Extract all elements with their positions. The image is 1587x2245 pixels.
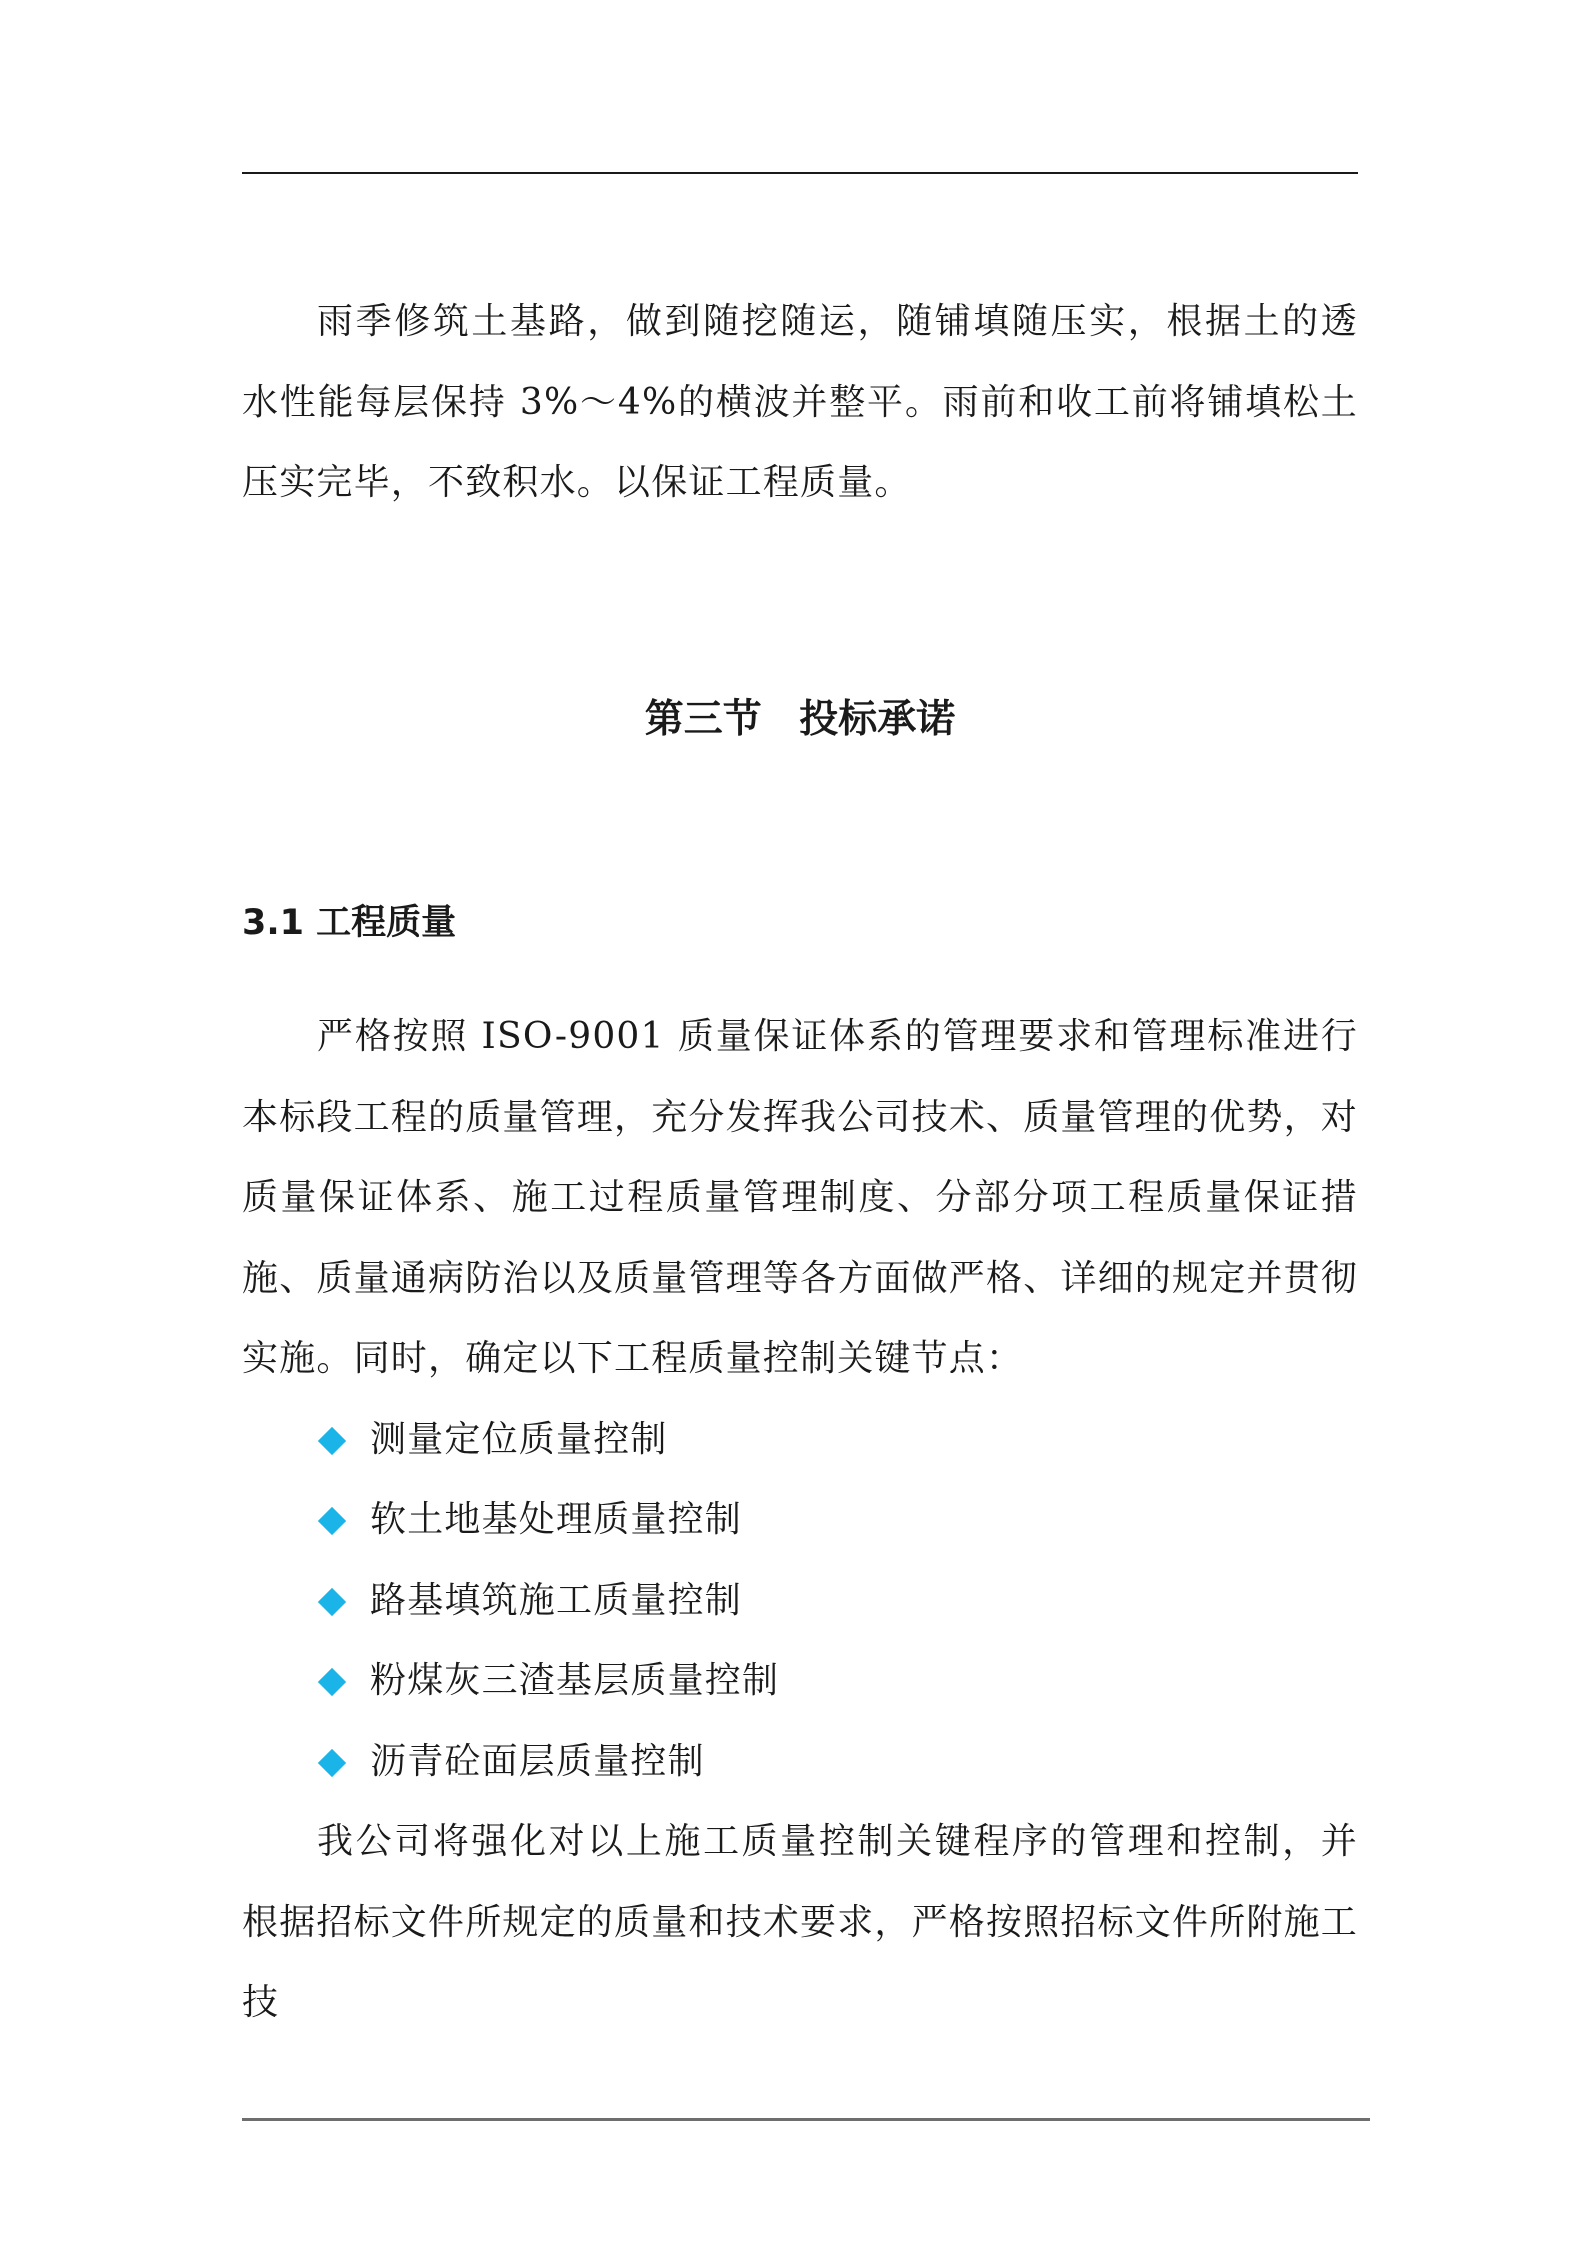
diamond-bullet-icon (318, 1507, 346, 1535)
diamond-bullet-icon (318, 1748, 346, 1776)
header-rule (242, 172, 1358, 174)
closing-paragraph: 我公司将强化对以上施工质量控制关键程序的管理和控制，并根据招标文件所规定的质量和技术要求，严格按照招标文件所附施工技 (242, 1821, 1359, 2023)
subsection-title: 3.1 工程质量 (242, 903, 457, 943)
control-points-list (242, 1400, 1358, 1803)
list-item (242, 1480, 1358, 1561)
control-point-label: 粉煤灰三渣基层质量控制 (370, 1660, 780, 1701)
control-point-label: 软土地基处理质量控制 (370, 1499, 743, 1540)
list-item (242, 1561, 1358, 1642)
control-point-label: 测量定位质量控制 (370, 1418, 668, 1460)
list-item (242, 1641, 1358, 1722)
intro-paragraph: 雨季修筑土基路，做到随挖随运，随铺填随压实，根据土的透水性能每层保持 3%～4%的横波并整平。雨前和收工前将铺填松土压实完毕，不致积水。以保证工程质量。 (242, 301, 1358, 503)
intro-section (242, 282, 1358, 524)
control-point-label: 路基填筑施工质量控制 (370, 1579, 743, 1621)
diamond-bullet-icon (318, 1426, 346, 1454)
list-item (242, 1722, 1358, 1803)
quality-paragraph: 严格按照 ISO-9001 质量保证体系的管理要求和管理标准进行本标段工程的质量管理，充分发挥我公司技术、质量管理的优势，对质量保证体系、施工过程质量管理制度、分部分项工程质量保证措施、质量通病防治以及质量管理等各方面做严格、详细的规定并贯彻实施。同时，确定以下工程质量控制关键节点： (242, 1016, 1359, 1379)
footer-rule (242, 2118, 1370, 2121)
diamond-bullet-icon (318, 1668, 346, 1696)
list-item (242, 1400, 1358, 1481)
section-title: 第三节 投标承诺 (644, 697, 956, 742)
diamond-bullet-icon (318, 1587, 346, 1615)
quality-section (242, 997, 1358, 2044)
control-point-label: 沥青砼面层质量控制 (370, 1740, 705, 1782)
